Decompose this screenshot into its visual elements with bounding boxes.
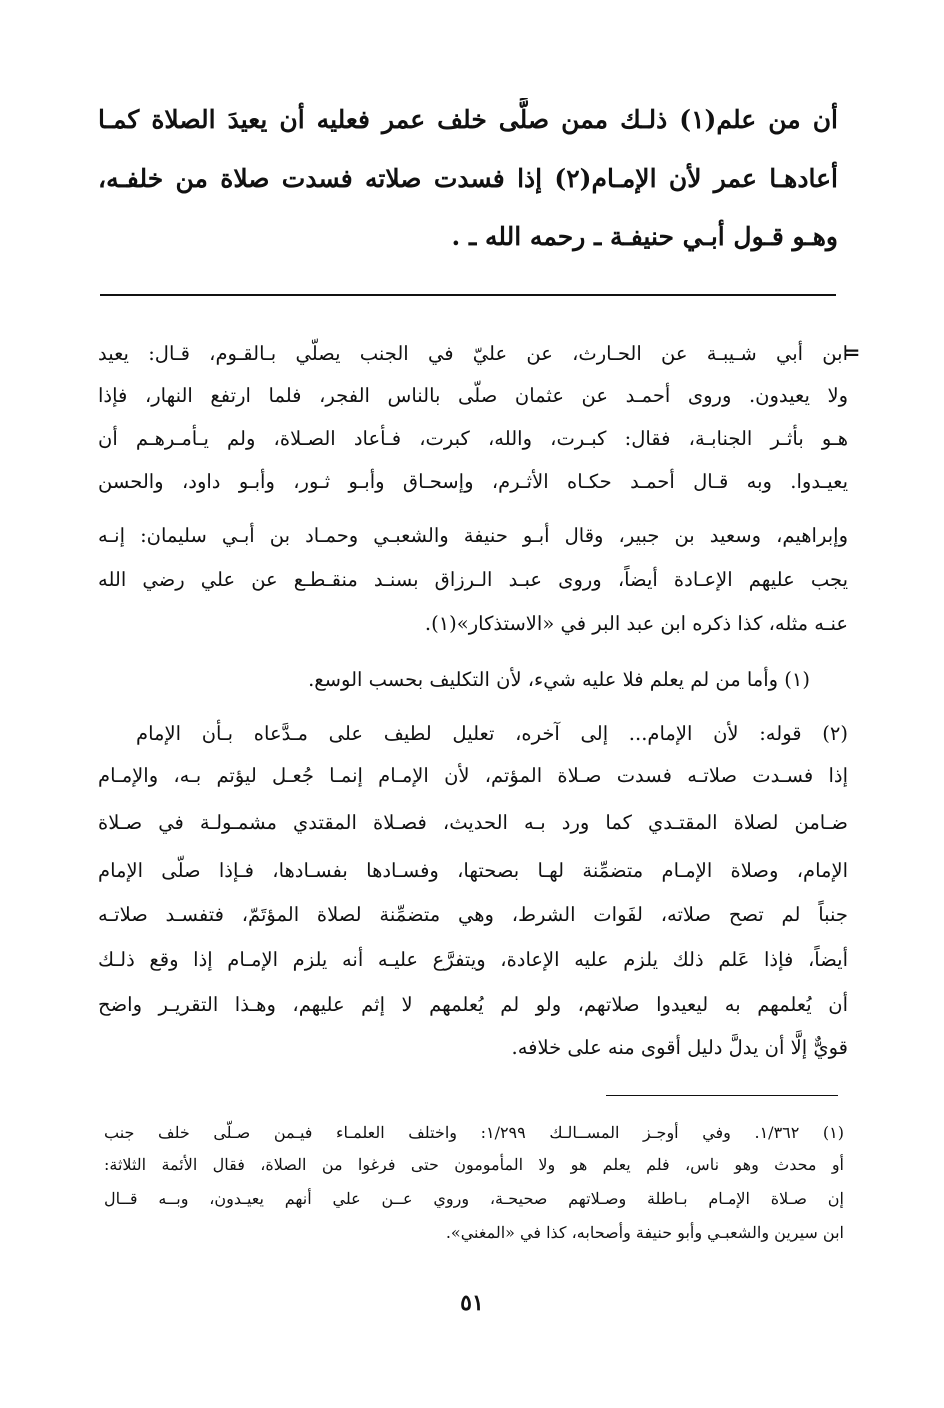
commentary-line: أيضاً، فإذا عَلم ذلك يلزم عليه الإعادة، ويتفرَّع عليـه أنه يلزم الإمـام إذا وقع ذلـك bbox=[98, 948, 848, 971]
commentary-line: هـو بأثـر الجنابـة، فقال: كبـرت، والله، كبرت، فـأعاد الصـلاة، ولم يـأمـرهـم أن bbox=[98, 427, 848, 450]
main-text-line: أن من علم(١) ذلـك ممن صلَّى خلف عمر فعليه أن يعيدَ الصلاة كمـا bbox=[98, 105, 838, 134]
commentary-line: إذا فسـدت صلاتـه فسدت صـلاة المؤتم، لأن الإمـام إنمـا جُعـل ليؤتم بـه، والإمـام bbox=[98, 764, 848, 787]
continuation-marker: = bbox=[843, 340, 861, 364]
footnote-line: (١) ١/٣٦٢. وفي أوجـز المســالـك ١/٢٩٩: واختلف العلمـاء فيـمن صـلّى خلف جنب bbox=[104, 1123, 844, 1142]
footnote-line: ابن سيرين والشعبـي وأبو حنيفة وأصحابه، كذا في «المغني». bbox=[445, 1223, 844, 1242]
footnote-separator-rule bbox=[606, 1095, 838, 1096]
commentary-line: ولا يعيدون. وروى أحمـد عن عثمان صلّى بالناس الفجر، فلما ارتفع النهار، فإذا bbox=[98, 384, 848, 407]
note-2-line: (٢) قوله: لأن الإمام... إلى آخره، تعليل لطيف على مـدَّعاه بـأن الإمام bbox=[136, 722, 848, 745]
main-text-line: وهـو قـول أبـي حنيفـة ـ رحمه الله ـ . bbox=[451, 222, 838, 251]
commentary-line: أن يُعلمهم به ليعيدوا صلاتهم، ولو لم يُعلمهم لا إثم عليهم، وهـذا التقريـر واضح bbox=[98, 993, 848, 1016]
commentary-line: الإمام، وصلاة الإمـام متضمِّنة لهـا بصحتها، وفسـادها بفسـادها، فـإذا صلّى الإمام bbox=[98, 859, 848, 882]
commentary-line: وإبراهيم، وسعيد بن جبير، وقال أبـو حنيفة والشعبـي وحمـاد بن أبـي سليمان: إنـه bbox=[98, 524, 848, 547]
note-1-line: (١) وأما من لم يعلم فلا عليه شيء، لأن التكليف بحسب الوسع. bbox=[308, 668, 810, 691]
commentary-line: جنباً لم تصح صلاته، لفَوات الشرط، وهي متضمِّنة لصلاة المؤتَمّ، فتفسـد صلاتـه bbox=[98, 903, 848, 926]
commentary-line: عنـه مثله، كذا ذكره ابن عبد البر في «الاستذكار»(١). bbox=[424, 612, 848, 635]
page-number: ٥١ bbox=[460, 1290, 484, 1316]
main-separator-rule bbox=[100, 294, 836, 296]
commentary-line: يجب عليهم الإعـادة أيضاً، وروى عبـد الـرزاق بسنـد منقـطـع عن علي رضي الله bbox=[98, 568, 848, 591]
footnote-line: إن صـلاة الإمـام بـاطلة وصـلاتهم صحيحـة، وروي عــن علي أنهم يعيـدون، وبــه قــال bbox=[104, 1189, 844, 1208]
main-text-line: أعادهـا عمر لأن الإمـام(٢) إذا فسدت صلاته فسدت صلاة من خلفـه، bbox=[98, 164, 838, 193]
footnote-line: أو محدث وهو ناس، فلم يعلم هو ولا المأمومون حتى فرغوا من الصلاة، فقال الأئمة الثلاثة: bbox=[104, 1155, 844, 1174]
commentary-line: قويٌّ إلَّا أن يدلَّ دليل أقوى منه على خلافه. bbox=[511, 1036, 848, 1059]
commentary-line: ابن أبي شـيبـة عن الحـارث، عن عليّ في الجنب يصلّي بـالقـوم، قـال: يعيد bbox=[98, 342, 848, 365]
commentary-line: يعيـدوا. وبه قـال أحمـد حكـاه الأثـرم، وإسحـاق وأبـو ثـور، وأبـو داود، والحسن bbox=[98, 470, 848, 493]
commentary-line: ضـامن لصلاة المقتـدي كما ورد بـه الحديث، فصـلاة المقتدي مشمـولـة في صـلاة bbox=[98, 811, 848, 834]
